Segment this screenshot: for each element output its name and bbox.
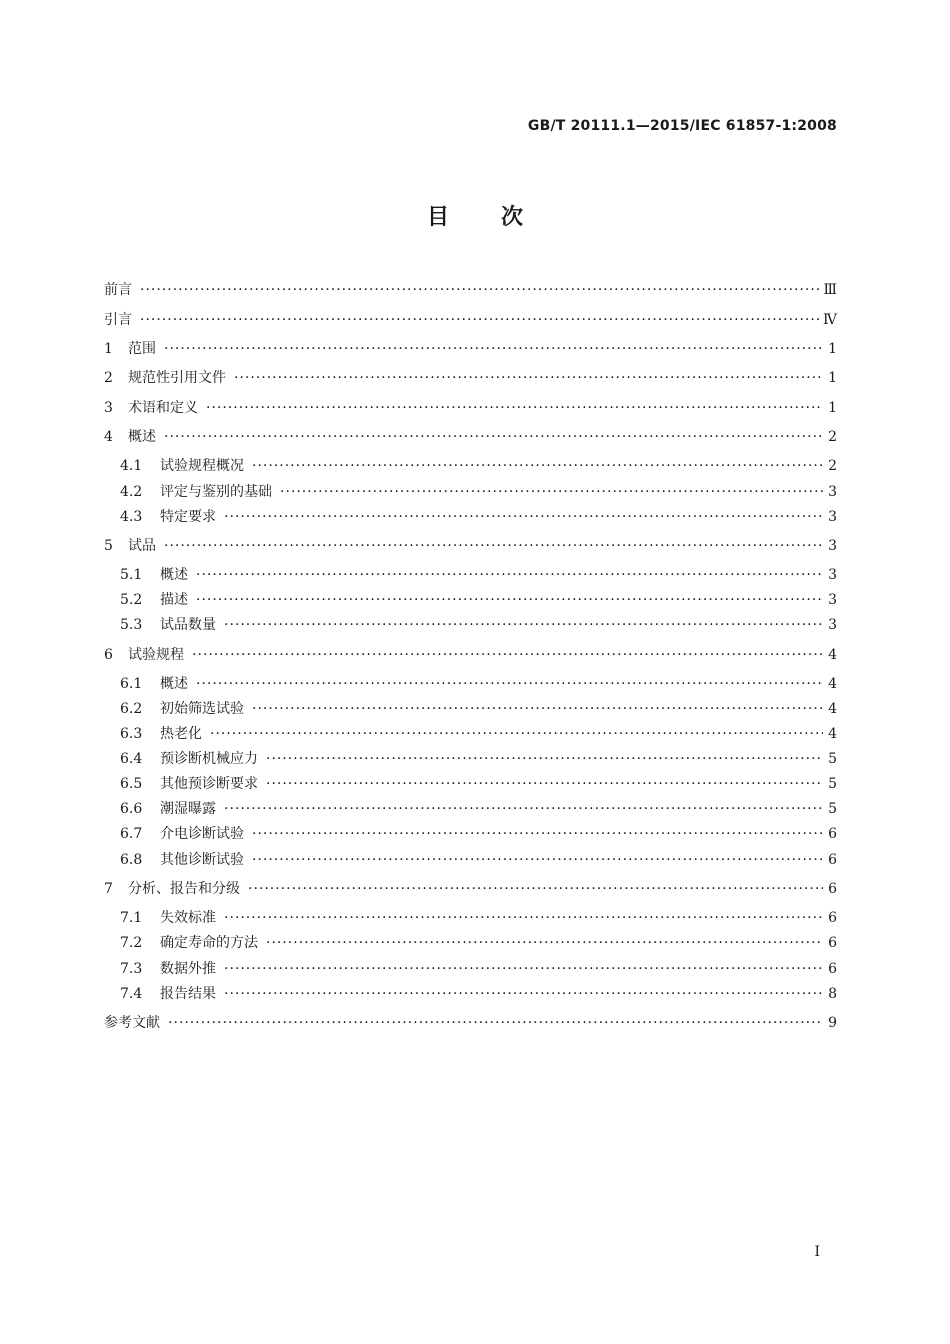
toc-entry-title: 术语和定义	[128, 400, 198, 416]
toc-entry-title: 试品数量	[160, 617, 216, 633]
toc-entry-title: 介电诊断试验	[160, 826, 244, 842]
toc-entry-page: 3	[828, 509, 837, 525]
dot-leader	[196, 589, 823, 611]
toc-entry-number: 7.2	[120, 935, 143, 951]
toc-entry-label	[104, 1012, 160, 1034]
toc-entry-page: 6	[828, 881, 837, 897]
toc-entry-label	[104, 309, 132, 331]
toc-entry-page: 3	[828, 484, 837, 500]
toc-entry[interactable]	[120, 748, 837, 770]
toc-entry[interactable]	[120, 698, 837, 720]
toc-entry-label	[120, 698, 244, 720]
dot-leader	[224, 614, 823, 636]
toc-entry-page: 6	[828, 826, 837, 842]
dot-leader	[224, 907, 823, 929]
toc-entry-number: 4.3	[120, 509, 143, 525]
toc-entry-title: 初始筛选试验	[160, 701, 244, 717]
toc-entry-title: 描述	[160, 592, 188, 608]
dot-leader	[224, 506, 823, 528]
toc-entry-title: 评定与鉴别的基础	[160, 484, 272, 500]
toc-entry-number: 5.1	[120, 567, 143, 583]
toc-entry-label	[120, 589, 188, 611]
toc-entry[interactable]	[104, 397, 837, 419]
toc-entry-page: 3	[828, 567, 837, 583]
toc-entry-page: 2	[828, 458, 837, 474]
toc-entry-number: 6.3	[120, 726, 143, 742]
toc-entry[interactable]	[120, 564, 837, 586]
toc-entry-number: 1	[104, 341, 113, 357]
toc-entry-label	[104, 878, 240, 900]
toc-entry[interactable]	[120, 849, 837, 871]
toc-entry-title: 预诊断机械应力	[160, 751, 258, 767]
dot-leader	[164, 426, 823, 448]
toc-entry-title: 试验规程概况	[160, 458, 244, 474]
toc-entry-number: 6.7	[120, 826, 143, 842]
toc-entry-number: 4.1	[120, 458, 143, 474]
toc-entry-number: 6.2	[120, 701, 143, 717]
toc-entry-label	[120, 506, 216, 528]
toc-entry[interactable]	[104, 338, 837, 360]
toc-entry-page: 3	[828, 592, 837, 608]
toc-entry-title: 潮湿曝露	[160, 801, 216, 817]
toc-entry[interactable]	[104, 1012, 837, 1034]
toc-entry-number: 6.4	[120, 751, 143, 767]
toc-entry[interactable]	[104, 644, 837, 666]
toc-entry-label	[104, 367, 226, 389]
dot-leader	[192, 644, 823, 666]
toc-entry-page: Ⅲ	[823, 282, 837, 298]
toc-entry-title: 规范性引用文件	[128, 370, 226, 386]
toc-entry-number: 5.2	[120, 592, 143, 608]
toc-entry-title: 引言	[104, 312, 132, 328]
dot-leader	[140, 309, 819, 331]
toc-entry[interactable]	[104, 535, 837, 557]
dot-leader	[224, 798, 823, 820]
toc-entry-number: 7.3	[120, 961, 143, 977]
toc-entry[interactable]	[104, 367, 837, 389]
toc-entry-title: 其他预诊断要求	[160, 776, 258, 792]
toc-entry-title: 参考文献	[104, 1015, 160, 1031]
page-number: I	[814, 1244, 820, 1260]
toc-entry[interactable]	[120, 798, 837, 820]
toc-entry-page: 6	[828, 852, 837, 868]
toc-entry-page: 3	[828, 617, 837, 633]
toc-entry-label	[120, 907, 216, 929]
toc-entry-number: 6	[104, 647, 113, 663]
toc-entry-title: 前言	[104, 282, 132, 298]
toc-entry-title: 其他诊断试验	[160, 852, 244, 868]
toc-entry-label	[120, 849, 244, 871]
toc-entry-page: 9	[828, 1015, 837, 1031]
toc-entry-title: 试品	[128, 538, 156, 554]
dot-leader	[252, 849, 823, 871]
toc-entry-page: 4	[828, 676, 837, 692]
toc-entry-number: 5.3	[120, 617, 143, 633]
toc-entry-label	[120, 823, 244, 845]
toc-entry-label	[120, 564, 188, 586]
toc-entry[interactable]	[104, 279, 837, 301]
dot-leader	[164, 338, 823, 360]
toc-entry-number: 6.1	[120, 676, 143, 692]
toc-entry-title: 试验规程	[128, 647, 184, 663]
dot-leader	[224, 958, 823, 980]
dot-leader	[252, 698, 823, 720]
toc-entry-title: 范围	[128, 341, 156, 357]
toc-entry-label	[104, 426, 156, 448]
toc-entry-label	[104, 397, 198, 419]
dot-leader	[252, 823, 823, 845]
toc-entry[interactable]	[120, 823, 837, 845]
toc-entry-page: 6	[828, 910, 837, 926]
dot-leader	[196, 564, 823, 586]
toc-entry-page: 4	[828, 701, 837, 717]
dot-leader	[140, 279, 819, 301]
toc-entry-page: Ⅳ	[823, 312, 837, 328]
dot-leader	[248, 878, 823, 900]
toc-entry-title: 分析、报告和分级	[128, 881, 240, 897]
toc-entry-title: 特定要求	[160, 509, 216, 525]
toc-entry-label	[120, 932, 258, 954]
toc-entry-title: 概述	[160, 567, 188, 583]
toc-entry-number: 6.8	[120, 852, 143, 868]
toc-entry-number: 7	[104, 881, 113, 897]
toc-entry-page: 1	[828, 400, 837, 416]
toc-entry-title: 确定寿命的方法	[160, 935, 258, 951]
toc-entry[interactable]	[120, 773, 837, 795]
toc-entry-page: 6	[828, 961, 837, 977]
toc-entry-label	[120, 723, 202, 745]
dot-leader	[280, 481, 823, 503]
toc-entry-page: 5	[828, 751, 837, 767]
toc-entry-label	[104, 338, 156, 360]
toc-entry-label	[104, 535, 156, 557]
toc-entry[interactable]	[120, 723, 837, 745]
toc-entry-label	[120, 958, 216, 980]
toc-entry[interactable]	[120, 958, 837, 980]
toc-entry-title: 数据外推	[160, 961, 216, 977]
toc-entry-number: 5	[104, 538, 113, 554]
toc-entry-page: 5	[828, 776, 837, 792]
dot-leader	[234, 367, 823, 389]
toc-entry-title: 报告结果	[160, 986, 216, 1002]
page-title	[0, 200, 950, 231]
toc-entry-number: 3	[104, 400, 113, 416]
toc-entry-page: 3	[828, 538, 837, 554]
toc-entry-page: 1	[828, 370, 837, 386]
toc-entry-label	[120, 673, 188, 695]
toc-entry-page: 4	[828, 726, 837, 742]
toc-entry[interactable]	[104, 309, 837, 331]
title-char-1: 目	[426, 205, 449, 230]
toc-entry-title: 概述	[160, 676, 188, 692]
toc-entry-number: 2	[104, 370, 113, 386]
toc-entry-page: 1	[828, 341, 837, 357]
title-char-2: 次	[501, 205, 524, 230]
toc-entry-label	[120, 983, 216, 1005]
toc-entry-number: 4	[104, 429, 113, 445]
toc-entry-label	[120, 614, 216, 636]
toc-entry-page: 8	[828, 986, 837, 1002]
toc-entry[interactable]	[120, 907, 837, 929]
dot-leader	[266, 932, 823, 954]
toc-entry-number: 6.6	[120, 801, 143, 817]
toc-entry-label	[120, 481, 272, 503]
toc-entry[interactable]	[104, 878, 837, 900]
toc-entry[interactable]	[104, 426, 837, 448]
toc-entry-title: 概述	[128, 429, 156, 445]
toc-entry-label	[120, 773, 258, 795]
toc-entry-title: 热老化	[160, 726, 202, 742]
toc-entry-label	[104, 644, 184, 666]
toc-entry-page: 6	[828, 935, 837, 951]
toc-entry-page: 4	[828, 647, 837, 663]
toc-entry[interactable]	[120, 673, 837, 695]
standard-code: GB/T 20111.1—2015/IEC 61857-1:2008	[527, 118, 837, 134]
dot-leader	[196, 673, 823, 695]
dot-leader	[210, 723, 823, 745]
toc-entry-number: 7.4	[120, 986, 143, 1002]
dot-leader	[266, 748, 823, 770]
toc-entry[interactable]	[120, 983, 837, 1005]
toc-entry-number: 7.1	[120, 910, 143, 926]
toc-entry-number: 6.5	[120, 776, 143, 792]
toc-entry-page: 5	[828, 801, 837, 817]
toc-entry-page: 2	[828, 429, 837, 445]
dot-leader	[266, 773, 823, 795]
dot-leader	[252, 455, 823, 477]
toc-entry-title: 失效标准	[160, 910, 216, 926]
toc-entry[interactable]	[120, 455, 837, 477]
dot-leader	[168, 1012, 823, 1034]
toc-entry-label	[120, 455, 244, 477]
toc-entry[interactable]	[120, 589, 837, 611]
toc-entry[interactable]	[120, 614, 837, 636]
toc-entry-label	[104, 279, 132, 301]
dot-leader	[164, 535, 823, 557]
toc-entry[interactable]	[120, 481, 837, 503]
toc-entry[interactable]	[120, 506, 837, 528]
toc-entry[interactable]	[120, 932, 837, 954]
toc-entry-number: 4.2	[120, 484, 143, 500]
toc-entry-label	[120, 748, 258, 770]
dot-leader	[206, 397, 823, 419]
toc-entry-label	[120, 798, 216, 820]
dot-leader	[224, 983, 823, 1005]
